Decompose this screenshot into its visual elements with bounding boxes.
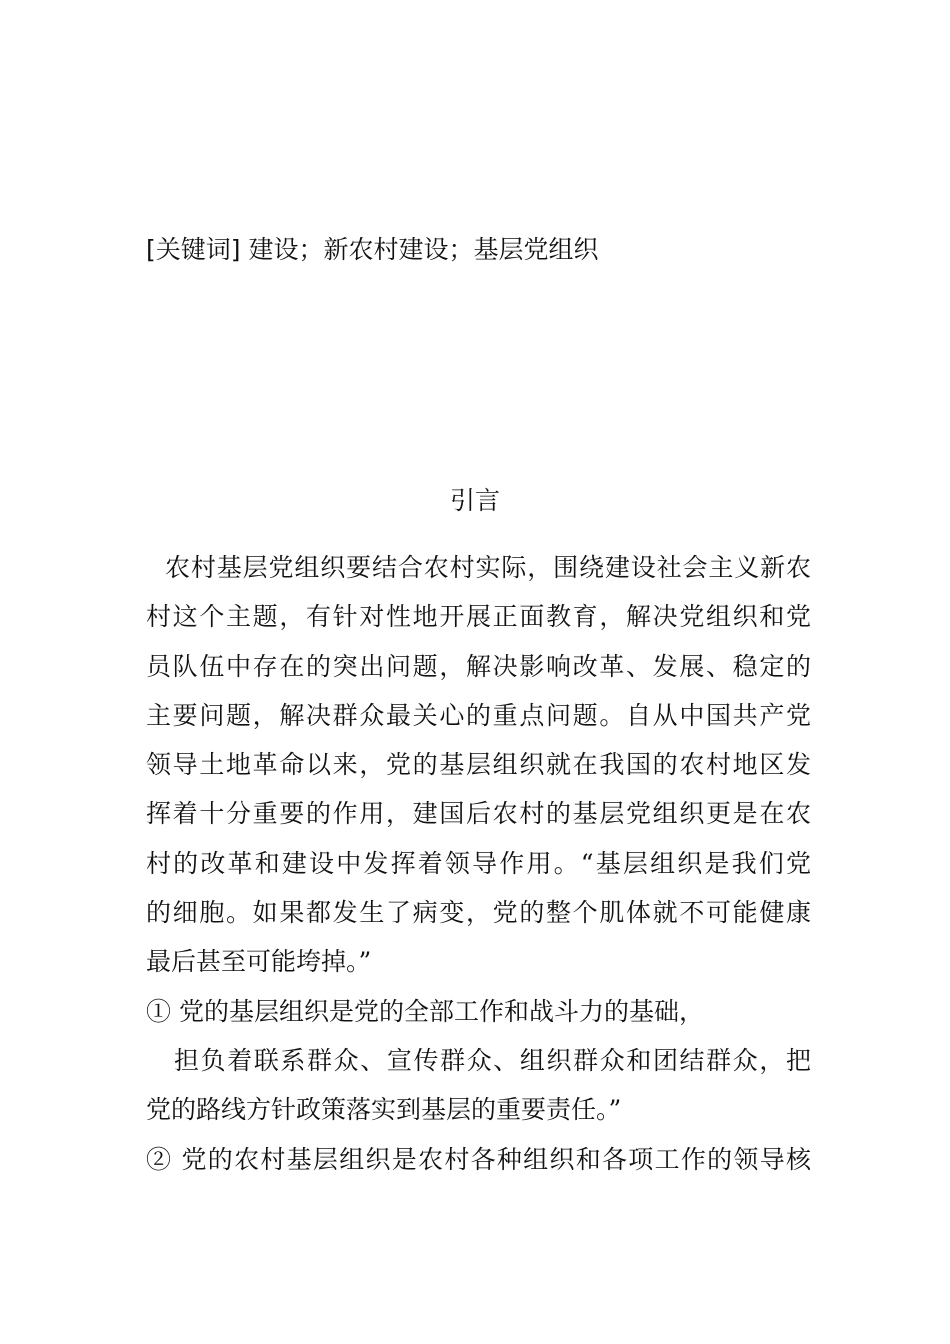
keywords-label: [关键词] xyxy=(146,235,241,264)
paragraph-line: 的细胞。如果都发生了病变，党的整个肌体就不可能健康 xyxy=(146,898,811,928)
paragraph-line: 最后甚至可能垮掉。” xyxy=(146,947,372,977)
keywords-line xyxy=(146,232,598,268)
paragraph-line: 挥着十分重要的作用，建国后农村的基层党组织更是在农 xyxy=(146,799,811,829)
paragraph-line: 领导土地革命以来，党的基层组织就在我国的农村地区发 xyxy=(146,750,811,780)
paragraph-line: 党的路线方针政策落实到基层的重要责任。” xyxy=(146,1095,622,1125)
body-text xyxy=(146,543,811,1184)
paragraph-line: 村的改革和建设中发挥着领导作用。“基层组织是我们党 xyxy=(146,848,811,878)
paragraph-line: 员队伍中存在的突出问题，解决影响改革、发展、稳定的 xyxy=(146,651,811,681)
section-heading: 引言 xyxy=(449,486,500,515)
footnote-line: ② 党的农村基层组织是农村各种组织和各项工作的领导核 xyxy=(146,1144,811,1174)
paragraph-line: 担负着联系群众、宣传群众、组织群众和团结群众，把 xyxy=(174,1045,811,1075)
footnote-line: ① 党的基层组织是党的全部工作和战斗力的基础， xyxy=(146,996,704,1026)
paragraph-line: 村这个主题，有针对性地开展正面教育，解决党组织和党 xyxy=(146,602,811,632)
keywords-text: 建设；新农村建设；基层党组织 xyxy=(240,235,599,264)
paragraph-line: 主要问题，解决群众最关心的重点问题。自从中国共产党 xyxy=(146,700,811,730)
paragraph-line: 农村基层党组织要结合农村实际，围绕建设社会主义新农 xyxy=(165,553,811,582)
